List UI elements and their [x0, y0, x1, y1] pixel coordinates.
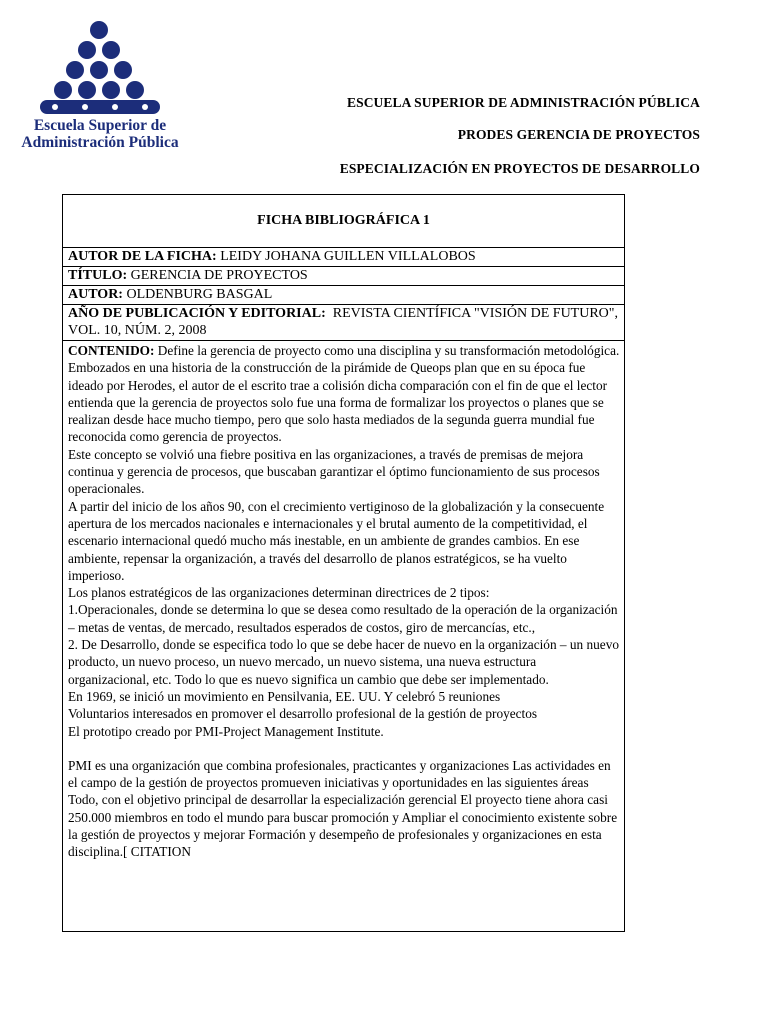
autor-ficha-label: AUTOR DE LA FICHA:: [68, 249, 217, 264]
header-specialization: ESPECIALIZACIÓN EN PROYECTOS DE DESARROLLO: [339, 161, 700, 176]
content-paragraph: A partir del inicio de los años 90, con el crecimiento vertiginoso de la globalización y la consecuente apertura de los mercados nacionales e internacionales y el brutal aumento de la competitividad, el escenario internacional quedó mucho más inestable, en un ambiente de grandes cambios. En ese ambiente, repensar la organización, a través del desarrollo de planos estratégicos, se ha vuelto imperioso.: [68, 498, 605, 583]
content-paragraph: El prototipo creado por PMI-Project Management Institute.: [68, 723, 384, 739]
row-autor-ficha: [63, 248, 624, 267]
anio-label: AÑO DE PUBLICACIÓN Y EDITORIAL:: [68, 306, 326, 321]
content-paragraph: 2. De Desarrollo, donde se especifica todo lo que se debe hacer de nuevo en la organización – un nuevo producto, un nuevo proceso, un nuevo mercado, un nuevo sistema, una nueva estructura organizacional, etc. Todo lo que es nuevo significa un cambio que debe ser implementado.: [68, 637, 620, 687]
titulo-value: GERENCIA DE PROYECTOS: [130, 268, 308, 283]
autor-value: OLDENBURG BASGAL: [126, 287, 273, 302]
esap-logo: [0, 20, 200, 155]
content-paragraph: 1.Operacionales, donde se determina lo que se desea como resultado de la operación de la organización – metas de ventas, de mercado, resultados esperados de costos, giro de mercancías, etc.,: [68, 602, 618, 635]
row-anio-editorial: [63, 305, 624, 341]
logo-text-line2: Administración Pública: [21, 134, 179, 151]
row-autor: [63, 286, 624, 305]
content-paragraph: En 1969, se inició un movimiento en Pensilvania, EE. UU. Y celebró 5 reuniones: [68, 688, 501, 704]
contenido-section: [63, 341, 624, 931]
header-program: PRODES GERENCIA DE PROYECTOS: [457, 127, 700, 142]
content-paragraph: CONTENIDO: Define la gerencia de proyecto como una disciplina y su transformación metodológica. Embozados en una historia de la construcción de la pirámide de Queops plan que en su época fue ideado por Herodes, el autor de el escrito trae a colisión dicha comparación con el fin de que el lector entienda que la gerencia de proyectos solo fue una forma de formalizar los proyectos o planes que se realizan desde hace mucho tiempo, pero que solo hasta mediados de la segunda guerra mundial fue reconocida como gerencia de proyectos.: [68, 343, 620, 445]
content-paragraph: PMI es una organización que combina profesionales, practicantes y organizaciones Las actividades en el campo de la gestión de proyectos promueven iniciativas y oportunidades en las siguientes áreas Todo, con el objetivo principal de desarrollar la especialización gerencial El proyecto tiene ahora casi 250.000 miembros en todo el mundo para buscar promoción y Ampliar el conocimiento existente sobre la gestión de proyectos y mejorar Formación y desempeño de profesionales y organizaciones en esta disciplina.[ CITATION: [68, 757, 618, 860]
logo-text-line1: Escuela Superior de: [33, 117, 167, 134]
titulo-label: TÍTULO:: [68, 268, 128, 283]
autor-label: AUTOR:: [68, 287, 123, 302]
esap-logo-mark-icon: [0, 20, 200, 120]
autor-ficha-value: LEIDY JOHANA GUILLEN VILLALOBOS: [220, 249, 476, 264]
paragraph-gap: [68, 740, 620, 757]
content-paragraph: Voluntarios interesados en promover el desarrollo profesional de la gestión de proyectos: [68, 706, 538, 722]
content-paragraph: Este concepto se volvió una fiebre positiva en las organizaciones, a través de premisas de mejora continua y gerencia de procesos, que buscaban garantizar el óptimo funcionamiento de sus procesos operacionales.: [68, 446, 600, 497]
card-title: FICHA BIBLIOGRÁFICA 1: [63, 195, 624, 248]
contenido-label: CONTENIDO:: [68, 343, 155, 358]
content-paragraph: Los planos estratégicos de las organizaciones determinan directrices de 2 tipos:: [68, 585, 490, 601]
header-institution: ESCUELA SUPERIOR DE ADMINISTRACIÓN PÚBLICA: [346, 95, 700, 110]
bibliographic-card: [62, 194, 625, 932]
row-titulo: [63, 267, 624, 286]
anio-value: REVISTA CIENTÍFICA "VISIÓN DE FUTURO", VOL. 10, NÚM. 2, 2008: [68, 306, 619, 338]
